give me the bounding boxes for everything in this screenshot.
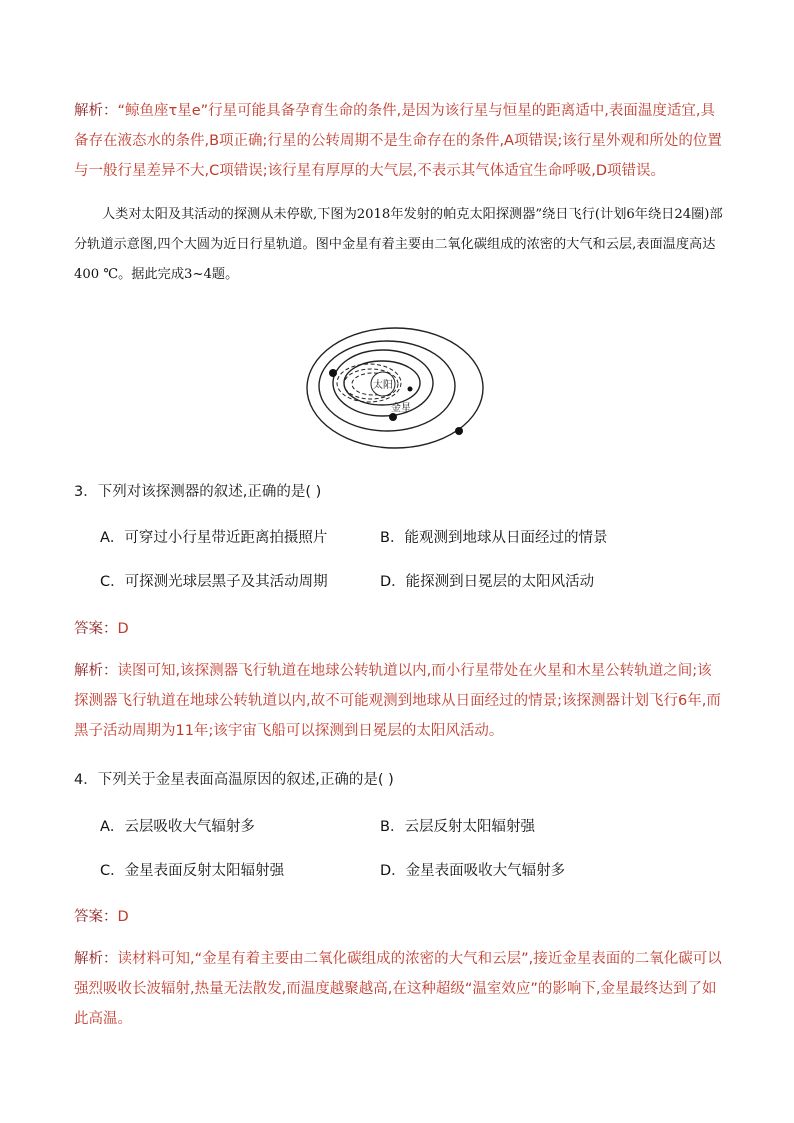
q3-option-b: B．能观测到地球从日面经过的情景 — [380, 530, 608, 546]
analysis-1-text: “鲸鱼座τ星e”行星可能具备孕育生命的条件,是因为该行星与恒星的距离适中,表面温度适宜,具备存在液态水的条件,B项正确;行星的公转周期不是生命存在的条件,A项错误;该行星外观和所处的位置与一般行星差异不大,C项错误;该行星有厚厚的大气层,不表示其气体适宜生命呼吸,D项错误。 — [74, 103, 722, 179]
q4-option-d: D．金星表面吸收大气辐射多 — [380, 863, 566, 879]
venus-label: 金星 — [391, 403, 411, 414]
q4-option-a: A．云层吸收大气辐射多 — [100, 819, 255, 835]
q4-option-b: B．云层反射太阳辐射强 — [380, 819, 535, 835]
q3-option-c: C．可探测光球层黑子及其活动周期 — [100, 574, 328, 590]
q3-analysis — [74, 656, 724, 746]
q4-answer-value: D — [117, 909, 129, 925]
q3-answer-label: 答案： — [74, 621, 118, 637]
q3-analysis-paragraph — [74, 656, 724, 746]
analysis-1-label: 解析： — [74, 103, 118, 119]
planet-dot-venus — [389, 413, 397, 421]
planet-dot-outer — [455, 427, 463, 435]
question-4-stem: 4．下列关于金星表面高温原因的叙述,正确的是( ) — [74, 772, 394, 788]
material-paragraph: 人类对太阳及其活动的探测从未停歇,下图为2018年发射的帕克太阳探测器”绕日飞行(计划6年绕日24圈)部分轨道示意图,四个大圆为近日行星轨道。图中金星有着主要由二氧化碳组成的浓密的大气和云层,表面温度高达400 ℃。据此完成3~4题。 — [74, 207, 723, 282]
q3-option-a: A．可穿过小行星带近距离拍摄照片 — [100, 530, 328, 546]
q3-analysis-text: 读图可知,该探测器飞行轨道在地球公转轨道以内,而小行星带处在火星和木星公转轨道之间;该探测器飞行轨道在地球公转轨道以内,故不可能观测到地球从日面经过的情景;该探测器计划飞行6年,而黑子活动周期为11年;该宇宙飞船可以探测到日冕层的太阳风活动。 — [74, 663, 721, 739]
q4-option-c: C．金星表面反射太阳辐射强 — [100, 863, 285, 879]
planet-dot-inner — [408, 387, 413, 392]
question-3-stem: 3．下列对该探测器的叙述,正确的是( ) — [74, 484, 322, 500]
q4-analysis-text: 读材料可知,“金星有着主要由二氧化碳组成的浓密的大气和云层”,接近金星表面的二氧化碳可以强烈吸收长波辐射,热量无法散发,而温度越聚越高,在这种超级“温室效应”的影响下,金星最终达到了如此高温。 — [74, 951, 722, 1027]
analysis-1 — [74, 96, 724, 186]
q3-option-d: D．能探测到日冕层的太阳风活动 — [380, 574, 595, 590]
q4-analysis-paragraph — [74, 944, 724, 1034]
q4-answer — [74, 905, 724, 926]
q4-analysis — [74, 944, 724, 1034]
q4-answer-label: 答案： — [74, 909, 118, 925]
planet-dot-left — [329, 369, 337, 377]
sun-label: 太阳 — [373, 380, 393, 391]
q3-answer — [74, 617, 724, 638]
q3-answer-value: D — [117, 621, 129, 637]
q4-analysis-label: 解析： — [74, 951, 118, 967]
q3-analysis-label: 解析： — [74, 663, 118, 679]
analysis-1-paragraph — [74, 96, 724, 186]
orbit-diagram — [305, 326, 490, 456]
